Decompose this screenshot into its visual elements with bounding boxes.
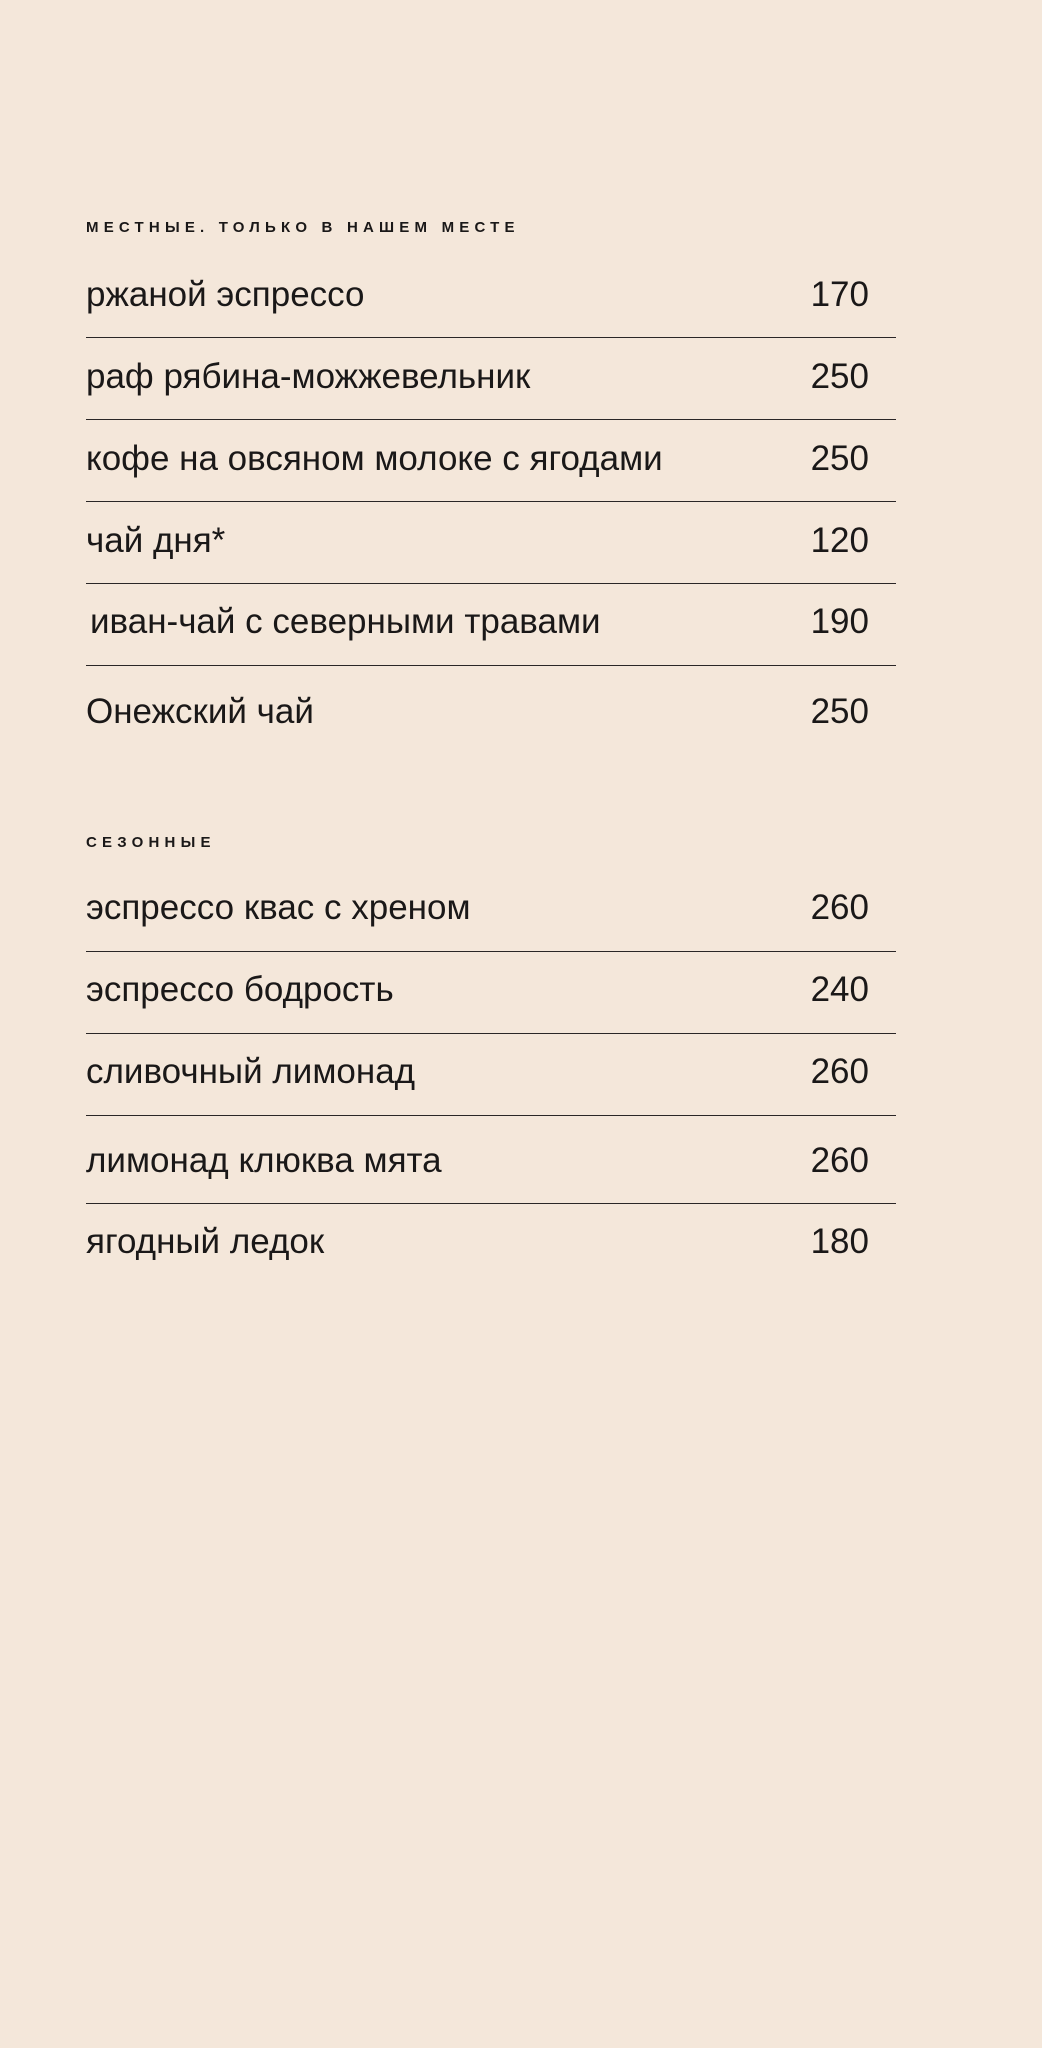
menu-item (86, 254, 896, 336)
item-price: 260 (810, 1052, 869, 1091)
item-name: Онежский чай (86, 692, 314, 731)
item-name: сливочный лимонад (86, 1052, 416, 1091)
item-name: ржаной эспрессо (86, 275, 365, 314)
item-name: ягодный ледок (86, 1222, 325, 1261)
menu-item (86, 867, 896, 949)
menu-item (86, 581, 896, 663)
item-price: 260 (810, 1141, 869, 1180)
item-price: 180 (810, 1222, 869, 1261)
item-price: 250 (810, 692, 869, 731)
menu-item (86, 500, 896, 582)
item-name: иван-чай с северными травами (90, 602, 601, 641)
divider (86, 665, 896, 666)
item-name: чай дня* (86, 521, 226, 560)
item-price: 250 (810, 357, 869, 396)
item-price: 250 (810, 439, 869, 478)
section-title-seasonal: СЕЗОННЫЕ (86, 834, 216, 851)
menu-item (86, 1031, 896, 1113)
item-price: 120 (810, 521, 869, 560)
item-price: 240 (810, 970, 869, 1009)
divider (86, 1115, 896, 1116)
item-price: 260 (810, 888, 869, 927)
menu-item (86, 671, 896, 753)
section-title-local: МЕСТНЫЕ. ТОЛЬКО В НАШЕМ МЕСТЕ (86, 219, 520, 236)
item-price: 170 (810, 275, 869, 314)
item-name: лимонад клюква мята (86, 1141, 442, 1180)
item-name: раф рябина-можжевельник (86, 357, 531, 396)
menu-item (86, 949, 896, 1031)
item-name: кофе на овсяном молоке с ягодами (86, 439, 663, 478)
item-name: эспрессо квас с хреном (86, 888, 471, 927)
menu-item (86, 418, 896, 500)
menu-item (86, 1201, 896, 1283)
menu-item (86, 1120, 896, 1202)
item-name: эспрессо бодрость (86, 970, 394, 1009)
menu-item (86, 336, 896, 418)
item-price: 190 (810, 602, 869, 641)
